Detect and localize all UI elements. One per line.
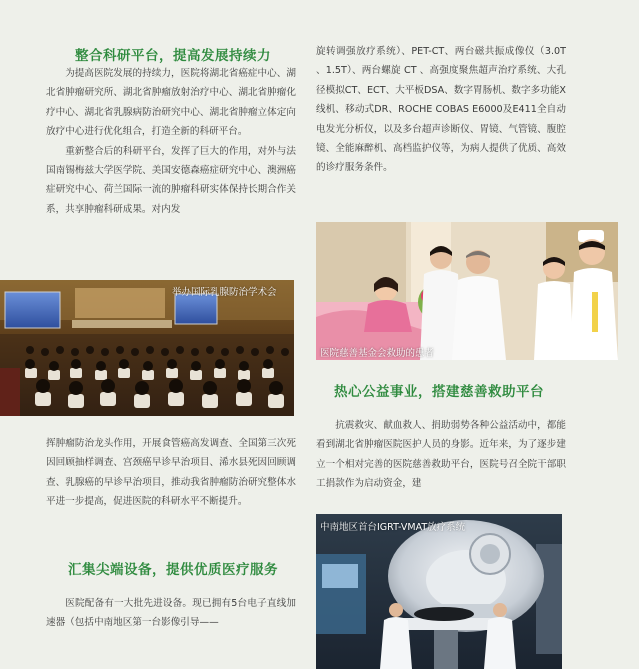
ward-photo-caption: 医院慈善基金会救助的患者 — [320, 348, 435, 359]
section-heading-equipment: 汇集尖端设备，提供优质医疗服务 — [68, 562, 278, 578]
research-paragraph-1: 为提高医院发展的持续力，医院将湖北省癌症中心、湖北省肿瘤研究所、湖北省肿瘤放射治疗中心、湖北省肿瘤化疗中心、湖北省乳腺病防治研究中心、湖北省肿瘤立体定向放疗中心进行优化组合，打造全新的科研平台。 — [46, 68, 296, 138]
equipment-paragraph-1: 医院配备有一大批先进设备。现已拥有5台电子直线加速器（包括中南地区第一台影像引导—— — [46, 598, 296, 629]
radiotherapy-machine-photo — [316, 514, 562, 669]
research-paragraph-3: 挥肿瘤防治龙头作用，开展食管癌高发调查、全国第三次死因回顾抽样调查、宫颈癌早诊早治项目、浠水县死因回顾调查、乳腺癌的早诊早治项目，推动我省肿瘤防治研究整体水平进一步提高，促进医院的科研水平不断提升。 — [46, 438, 296, 508]
radiotherapy-photo-caption: 中南地区首台IGRT-VMAT放疗系统 — [320, 522, 466, 533]
radiotherapy-photo-illustration — [316, 514, 562, 669]
conference-photo-caption: 举办国际乳腺防治学术会 — [172, 287, 277, 298]
ward-photo — [316, 222, 618, 360]
conference-photo — [0, 280, 294, 416]
research-text-continued — [46, 434, 296, 512]
research-paragraph-2: 重新整合后的科研平台，发挥了巨大的作用，对外与法国南锡梅兹大学医学院、美国安德森癌症研究中心、澳洲癌症研究中心、荷兰国际一流的肿瘤科研实体保持长期合作关系，共享肿瘤科研成果。对内发 — [46, 145, 296, 215]
charity-text-block — [316, 416, 566, 494]
equipment-paragraph-2: 旋转调强放疗系统）、PET-CT、两台磁共振成像仪（3.0T 、1.5T）、两台螺旋 CT 、高强度聚焦超声治疗系统、大孔径模拟CT、ECT、大平板DSA、数字胃肠机、数字多功能X线机、移动式DR、ROCHE COBAS E6000及E411全自动电发光分析仪，以及多台超声诊断仪、胃镜、气管镜、腹腔镜、全能麻醉机、高档监护仪等，为病人提供了优质、高效的诊疗服务条件。 — [316, 46, 566, 174]
charity-paragraph-1: 抗震救灾、献血救人、捐助弱势各种公益活动中，都能看到湖北省肿瘤医院医护人员的身影。近年来，为了逐步建立一个相对完善的医院慈善救助平台，医院号召全院干部职工捐款作为启动资金，建 — [316, 420, 566, 490]
section-heading-charity: 热心公益事业，搭建慈善救助平台 — [334, 384, 544, 400]
equipment-text-continued — [316, 42, 566, 178]
equipment-text-block — [46, 594, 296, 633]
ward-photo-illustration — [316, 222, 618, 360]
conference-photo-illustration — [0, 280, 294, 416]
section-heading-research: 整合科研平台，提高发展持续力 — [75, 48, 271, 64]
research-text-block — [46, 64, 296, 219]
